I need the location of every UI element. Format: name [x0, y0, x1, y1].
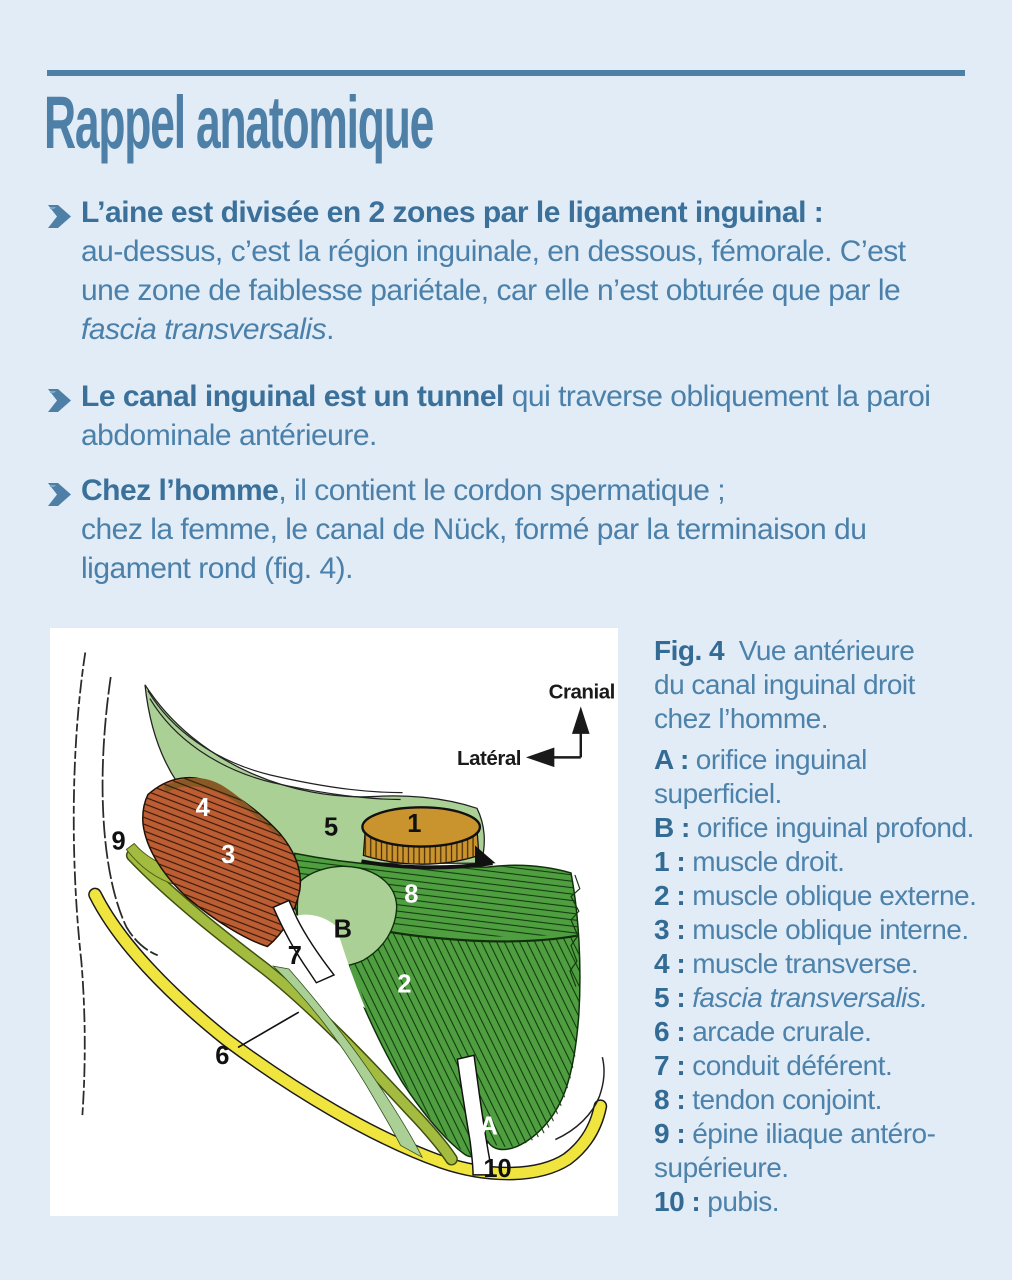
legend-text: épine iliaque antéro-supérieure. — [654, 1118, 936, 1183]
page-title: Rappel anatomique — [44, 81, 434, 164]
legend-key: 3 : — [654, 914, 686, 945]
legend-key: 7 : — [654, 1050, 686, 1081]
legend-item — [654, 947, 992, 981]
legend-key: B : — [654, 812, 690, 843]
figure-label-7: 7 — [287, 942, 302, 971]
legend-text: muscle transverse. — [692, 948, 919, 979]
figure-label-5: 5 — [323, 813, 339, 842]
legend-key: 5 : — [654, 982, 686, 1013]
lateral-label: Latéral — [457, 747, 522, 771]
bullet-text: . — [326, 313, 334, 346]
legend-text: arcade crurale. — [692, 1016, 872, 1047]
legend-text: muscle droit. — [692, 846, 845, 877]
legend-text: conduit déférent. — [692, 1050, 893, 1081]
caption-text: Vue antérieure — [738, 635, 915, 666]
legend-item — [654, 913, 992, 947]
legend-item — [654, 1117, 992, 1185]
figure-legend — [654, 743, 992, 1219]
bullet-bold-text: Chez l’homme — [81, 474, 279, 507]
legend-key: 10 : — [654, 1186, 701, 1217]
title-rule — [47, 70, 965, 76]
bullet-text-block — [81, 377, 967, 455]
legend-item — [654, 1185, 992, 1219]
bullet-text: abdominale antérieure. — [81, 419, 377, 452]
cranial-label: Cranial — [548, 680, 615, 704]
figure-label-10: 10 — [483, 1154, 512, 1183]
bullet-text: , il contient le cordon spermatique ; — [278, 474, 726, 507]
legend-key: 8 : — [654, 1084, 686, 1115]
legend-key: 9 : — [654, 1118, 686, 1149]
bullet-text: chez la femme, le canal de Nück, formé par la terminaison du — [81, 513, 867, 546]
inguinal-canal-drawing — [50, 628, 618, 1216]
bullet-text: une zone de faiblesse pariétale, car elle n’est obturée que par le — [81, 274, 901, 307]
bullet-text-block — [81, 193, 967, 349]
bullet-text: qui traverse obliquement la paroi — [503, 380, 931, 413]
legend-item — [654, 879, 992, 913]
caption-intro-line: du canal inguinal droit — [654, 669, 915, 700]
bullet-point — [47, 193, 967, 349]
legend-item — [654, 1049, 992, 1083]
figure-label-B: B — [333, 915, 353, 944]
legend-item — [654, 743, 992, 811]
figure-label-3: 3 — [221, 841, 236, 870]
legend-text: tendon conjoint. — [692, 1084, 882, 1115]
figure-label-8: 8 — [404, 880, 419, 909]
legend-key: 4 : — [654, 948, 686, 979]
figure-label-4: 4 — [195, 794, 210, 823]
figure-label-9: 9 — [111, 827, 126, 856]
bullet-point — [47, 377, 967, 455]
caption-intro-line: chez l’homme. — [654, 703, 829, 734]
legend-item — [654, 811, 992, 845]
anatomy-figure — [50, 628, 618, 1216]
legend-text: muscle oblique externe. — [692, 880, 977, 911]
figure-label-2: 2 — [397, 970, 412, 999]
bullet-point — [47, 471, 967, 588]
bullet-text: au-dessus, c’est la région inguinale, en dessous, fémorale. C’est — [81, 235, 906, 268]
figure-label-6: 6 — [215, 1042, 230, 1071]
legend-key: 1 : — [654, 846, 686, 877]
bullet-chevron-icon — [47, 200, 73, 225]
legend-item — [654, 1083, 992, 1117]
legend-key: A : — [654, 744, 689, 775]
bullet-chevron-icon — [47, 478, 73, 503]
legend-item — [654, 981, 992, 1015]
legend-key: 6 : — [654, 1016, 686, 1047]
legend-text: pubis. — [707, 1186, 779, 1217]
legend-text: fascia transversalis. — [692, 982, 928, 1013]
legend-text: orifice inguinal profond. — [696, 812, 974, 843]
bullet-bold-text: Le canal inguinal est un tunnel — [81, 380, 504, 413]
figure-caption — [654, 634, 992, 1219]
legend-item — [654, 1015, 992, 1049]
figure-label-A: A — [479, 1112, 498, 1141]
figure-label-1: 1 — [407, 809, 422, 838]
legend-text: orifice inguinal superficiel. — [654, 744, 867, 809]
figure-number: Fig. 4 — [654, 635, 725, 666]
legend-key: 2 : — [654, 880, 686, 911]
legend-item — [654, 845, 992, 879]
bullet-bold-text: L’aine est divisée en 2 zones par le ligament inguinal : — [81, 196, 824, 229]
bullet-chevron-icon — [47, 384, 73, 409]
bullet-text-block — [81, 471, 967, 588]
bullet-text: ligament rond (fig. 4). — [81, 552, 353, 585]
legend-text: muscle oblique interne. — [692, 914, 969, 945]
bullet-italic-text: fascia transversalis — [81, 313, 327, 346]
caption-intro-line — [654, 634, 992, 668]
